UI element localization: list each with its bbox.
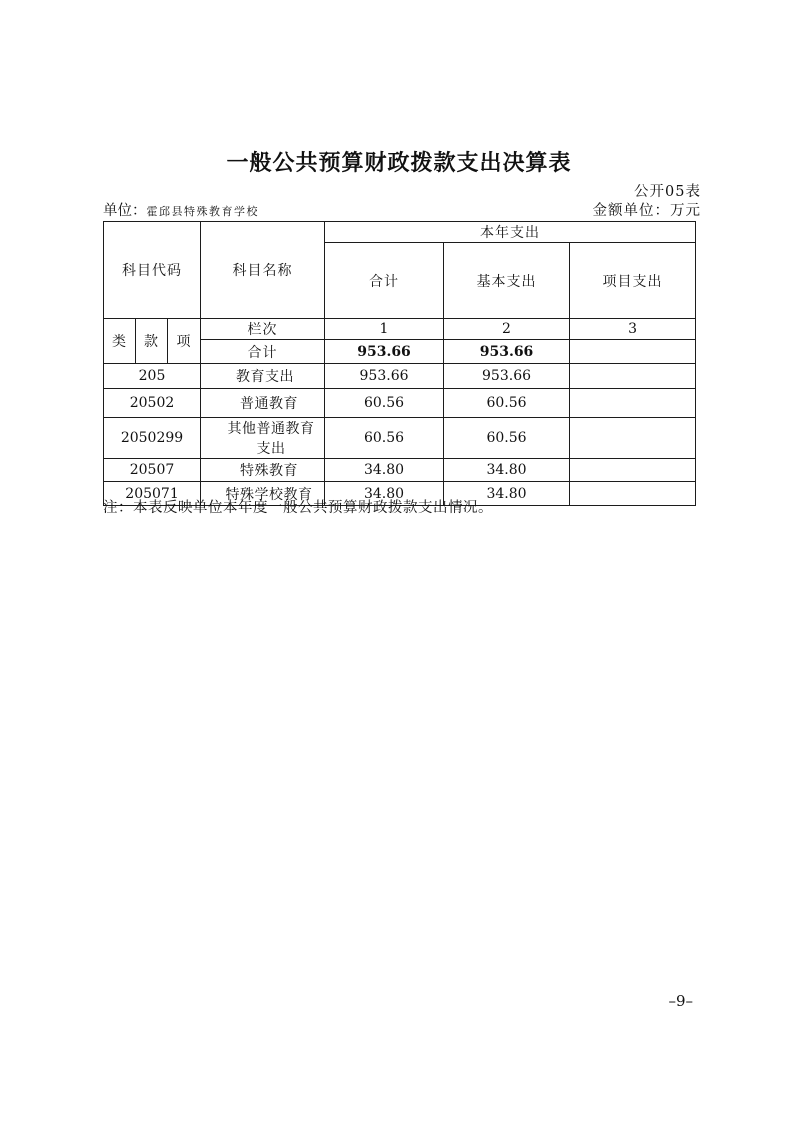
column-number-3: 3: [570, 319, 696, 340]
total-row-label: 合计: [201, 340, 325, 364]
row-total-value: 34.80: [325, 482, 444, 506]
expenditure-table: [103, 221, 696, 506]
header-row-column-index: [104, 319, 696, 340]
row-total-value: 953.66: [325, 364, 444, 389]
row-name: 教育支出: [201, 364, 325, 389]
table-note: 注：本表反映单位本年度一般公共预算财政拨款支出情况。: [103, 500, 493, 516]
row-name: 特殊学校教育: [201, 482, 325, 506]
row-project-value: [570, 482, 696, 506]
row-name: 特殊教育: [201, 459, 325, 482]
row-code: 205071: [104, 482, 201, 506]
table-row: [104, 389, 696, 418]
header-project-expenditure: 项目支出: [570, 243, 696, 319]
header-class: 类: [104, 319, 136, 364]
unit-line: [103, 199, 259, 220]
sheet-label: 公开05表: [634, 184, 701, 200]
row-basic-value: 60.56: [444, 418, 570, 459]
table-row: [104, 364, 696, 389]
column-number-1: 1: [325, 319, 444, 340]
row-total-value: 60.56: [325, 389, 444, 418]
total-row-project-value: [570, 340, 696, 364]
total-row-basic-value: 953.66: [444, 340, 570, 364]
row-code: 20502: [104, 389, 201, 418]
row-name: 其他普通教育 支出: [201, 418, 325, 459]
header-subject-name: 科目名称: [201, 222, 325, 319]
row-code: 205: [104, 364, 201, 389]
row-basic-value: 60.56: [444, 389, 570, 418]
header-item: 项: [168, 319, 201, 364]
row-project-value: [570, 389, 696, 418]
row-project-value: [570, 364, 696, 389]
row-basic-value: 34.80: [444, 459, 570, 482]
header-column-index: 栏次: [201, 319, 325, 340]
header-row-year: [104, 222, 696, 243]
row-basic-value: 34.80: [444, 482, 570, 506]
row-total-value: 34.80: [325, 459, 444, 482]
row-total-value: 60.56: [325, 418, 444, 459]
table-row: [104, 418, 696, 459]
row-name: 普通教育: [201, 389, 325, 418]
page-number: –9–: [668, 992, 693, 1010]
row-project-value: [570, 459, 696, 482]
unit-label: 单位：: [103, 203, 147, 219]
header-current-year-expenditure: 本年支出: [325, 222, 696, 243]
row-basic-value: 953.66: [444, 364, 570, 389]
row-code: 20507: [104, 459, 201, 482]
row-project-value: [570, 418, 696, 459]
header-total: 合计: [325, 243, 444, 319]
header-subject-code: 科目代码: [104, 222, 201, 319]
table-row: [104, 459, 696, 482]
unit-value: 霍邱县特殊教育学校: [146, 205, 259, 218]
page-title: 一般公共预算财政拨款支出决算表: [226, 151, 572, 176]
total-row-total-value: 953.66: [325, 340, 444, 364]
amount-unit-label: 金额单位：万元: [592, 203, 701, 219]
header-section: 款: [136, 319, 168, 364]
header-basic-expenditure: 基本支出: [444, 243, 570, 319]
column-number-2: 2: [444, 319, 570, 340]
info-line: [103, 199, 701, 220]
row-code: 2050299: [104, 418, 201, 459]
